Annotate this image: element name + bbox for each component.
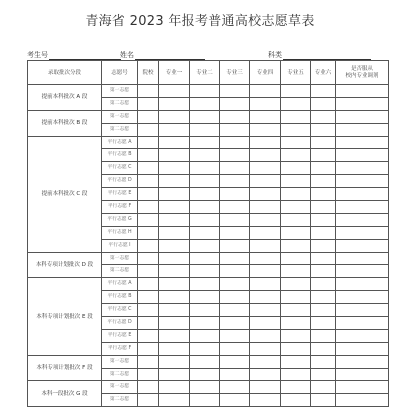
adjust-input-cell[interactable] <box>336 342 389 355</box>
major6-input-cell[interactable] <box>311 149 336 162</box>
major6-input-cell[interactable] <box>311 226 336 239</box>
header-major2: 专业二 <box>190 61 220 85</box>
choice-label-cell: 平行志愿 B <box>102 291 138 304</box>
adjust-input-cell[interactable] <box>336 85 389 98</box>
choice-label-cell: 平行志愿 C <box>102 304 138 317</box>
major1-input-cell[interactable] <box>159 201 190 214</box>
school-input-cell[interactable] <box>138 201 159 214</box>
major1-input-cell[interactable] <box>159 329 190 342</box>
batch-name-cell: 本科专项计划批次 D 段 <box>28 252 102 278</box>
major3-input-cell[interactable] <box>220 304 250 317</box>
major1-input-cell[interactable] <box>159 394 190 407</box>
major4-input-cell[interactable] <box>250 278 281 291</box>
batch-name-cell: 提前本科批次 B 段 <box>28 110 102 136</box>
choice-label-cell: 第二志愿 <box>102 368 138 381</box>
major6-input-cell[interactable] <box>311 278 336 291</box>
header-major1: 专业一 <box>159 61 190 85</box>
major1-input-cell[interactable] <box>159 342 190 355</box>
major6-input-cell[interactable] <box>311 201 336 214</box>
major2-input-cell[interactable] <box>190 162 220 175</box>
adjust-input-cell[interactable] <box>336 304 389 317</box>
major2-input-cell[interactable] <box>190 317 220 330</box>
major3-input-cell[interactable] <box>220 97 250 110</box>
candidate-no-line <box>49 51 121 60</box>
school-input-cell[interactable] <box>138 394 159 407</box>
table-header-row <box>28 61 389 85</box>
major6-input-cell[interactable] <box>311 136 336 149</box>
major3-input-cell[interactable] <box>220 381 250 394</box>
name-field[interactable] <box>120 48 205 60</box>
school-input-cell[interactable] <box>138 136 159 149</box>
major4-input-cell[interactable] <box>250 252 281 265</box>
choice-label-cell: 平行志愿 H <box>102 226 138 239</box>
major6-input-cell[interactable] <box>311 368 336 381</box>
major2-input-cell[interactable] <box>190 355 220 368</box>
major6-input-cell[interactable] <box>311 381 336 394</box>
application-form-table <box>27 60 389 407</box>
adjust-input-cell[interactable] <box>336 317 389 330</box>
adjust-input-cell[interactable] <box>336 175 389 188</box>
batch-name-cell: 提前本科批次 C 段 <box>28 136 102 252</box>
adjust-input-cell[interactable] <box>336 355 389 368</box>
school-input-cell[interactable] <box>138 239 159 252</box>
major3-input-cell[interactable] <box>220 368 250 381</box>
major3-input-cell[interactable] <box>220 355 250 368</box>
header-major5: 专业五 <box>281 61 311 85</box>
major1-input-cell[interactable] <box>159 175 190 188</box>
major1-input-cell[interactable] <box>159 317 190 330</box>
major5-input-cell[interactable] <box>281 136 311 149</box>
school-input-cell[interactable] <box>138 97 159 110</box>
major1-input-cell[interactable] <box>159 136 190 149</box>
major2-input-cell[interactable] <box>190 226 220 239</box>
batch-name-cell: 本科专项计划批次 F 段 <box>28 355 102 381</box>
major2-input-cell[interactable] <box>190 97 220 110</box>
choice-label-cell: 第二志愿 <box>102 265 138 278</box>
school-input-cell[interactable] <box>138 110 159 123</box>
choice-label-cell: 平行志愿 C <box>102 162 138 175</box>
school-input-cell[interactable] <box>138 175 159 188</box>
major3-input-cell[interactable] <box>220 252 250 265</box>
choice-label-cell: 第二志愿 <box>102 394 138 407</box>
page-title: 青海省 2023 年报考普通高校志愿草表 <box>85 14 315 29</box>
major4-input-cell[interactable] <box>250 85 281 98</box>
choice-label-cell: 第一志愿 <box>102 85 138 98</box>
major4-input-cell[interactable] <box>250 239 281 252</box>
major6-input-cell[interactable] <box>311 329 336 342</box>
adjust-input-cell[interactable] <box>336 110 389 123</box>
candidate-no-field[interactable] <box>27 48 121 60</box>
choice-label-cell: 平行志愿 D <box>102 175 138 188</box>
table-row <box>28 355 389 368</box>
adjust-input-cell[interactable] <box>336 162 389 175</box>
batch-name-cell: 本科一段批次 G 段 <box>28 381 102 407</box>
major2-input-cell[interactable] <box>190 291 220 304</box>
choice-label-cell: 第一志愿 <box>102 252 138 265</box>
table-row <box>28 278 389 291</box>
major5-input-cell[interactable] <box>281 226 311 239</box>
major4-input-cell[interactable] <box>250 123 281 136</box>
major1-input-cell[interactable] <box>159 355 190 368</box>
header-school: 院校 <box>138 61 159 85</box>
major5-input-cell[interactable] <box>281 149 311 162</box>
major6-input-cell[interactable] <box>311 213 336 226</box>
major2-input-cell[interactable] <box>190 188 220 201</box>
major1-input-cell[interactable] <box>159 97 190 110</box>
major4-input-cell[interactable] <box>250 175 281 188</box>
major6-input-cell[interactable] <box>311 394 336 407</box>
school-input-cell[interactable] <box>138 278 159 291</box>
major2-input-cell[interactable] <box>190 149 220 162</box>
major3-input-cell[interactable] <box>220 201 250 214</box>
header-major6: 专业六 <box>311 61 336 85</box>
major6-input-cell[interactable] <box>311 123 336 136</box>
school-input-cell[interactable] <box>138 252 159 265</box>
school-input-cell[interactable] <box>138 265 159 278</box>
major5-input-cell[interactable] <box>281 123 311 136</box>
major4-input-cell[interactable] <box>250 329 281 342</box>
choice-label-cell: 平行志愿 B <box>102 149 138 162</box>
major6-input-cell[interactable] <box>311 110 336 123</box>
major2-input-cell[interactable] <box>190 342 220 355</box>
major3-input-cell[interactable] <box>220 278 250 291</box>
major6-input-cell[interactable] <box>311 162 336 175</box>
major1-input-cell[interactable] <box>159 85 190 98</box>
major1-input-cell[interactable] <box>159 110 190 123</box>
name-label: 姓名 <box>120 51 134 59</box>
major1-input-cell[interactable] <box>159 149 190 162</box>
adjust-input-cell[interactable] <box>336 239 389 252</box>
major3-input-cell[interactable] <box>220 342 250 355</box>
adjust-input-cell[interactable] <box>336 123 389 136</box>
major3-input-cell[interactable] <box>220 265 250 278</box>
header-batch: 录取批次分段 <box>28 61 102 85</box>
major3-input-cell[interactable] <box>220 394 250 407</box>
school-input-cell[interactable] <box>138 149 159 162</box>
major1-input-cell[interactable] <box>159 162 190 175</box>
major2-input-cell[interactable] <box>190 368 220 381</box>
major3-input-cell[interactable] <box>220 162 250 175</box>
major5-input-cell[interactable] <box>281 291 311 304</box>
major6-input-cell[interactable] <box>311 85 336 98</box>
major1-input-cell[interactable] <box>159 265 190 278</box>
table-row <box>28 110 389 123</box>
adjust-input-cell[interactable] <box>336 291 389 304</box>
major3-input-cell[interactable] <box>220 213 250 226</box>
major6-input-cell[interactable] <box>311 291 336 304</box>
adjust-input-cell[interactable] <box>336 201 389 214</box>
major1-input-cell[interactable] <box>159 291 190 304</box>
choice-label-cell: 平行志愿 E <box>102 329 138 342</box>
school-input-cell[interactable] <box>138 85 159 98</box>
major6-input-cell[interactable] <box>311 265 336 278</box>
header-choice-no: 志愿号 <box>102 61 138 85</box>
major3-input-cell[interactable] <box>220 175 250 188</box>
major5-input-cell[interactable] <box>281 342 311 355</box>
major4-input-cell[interactable] <box>250 265 281 278</box>
major2-input-cell[interactable] <box>190 278 220 291</box>
major5-input-cell[interactable] <box>281 368 311 381</box>
adjust-input-cell[interactable] <box>336 278 389 291</box>
subject-field[interactable] <box>268 48 371 60</box>
major3-input-cell[interactable] <box>220 329 250 342</box>
major5-input-cell[interactable] <box>281 213 311 226</box>
major4-input-cell[interactable] <box>250 355 281 368</box>
major2-input-cell[interactable] <box>190 110 220 123</box>
major4-input-cell[interactable] <box>250 201 281 214</box>
school-input-cell[interactable] <box>138 162 159 175</box>
major5-input-cell[interactable] <box>281 188 311 201</box>
major2-input-cell[interactable] <box>190 136 220 149</box>
major3-input-cell[interactable] <box>220 85 250 98</box>
choice-label-cell: 第一志愿 <box>102 110 138 123</box>
major1-input-cell[interactable] <box>159 278 190 291</box>
choice-label-cell: 第二志愿 <box>102 123 138 136</box>
adjust-input-cell[interactable] <box>336 394 389 407</box>
major6-input-cell[interactable] <box>311 355 336 368</box>
major4-input-cell[interactable] <box>250 162 281 175</box>
major2-input-cell[interactable] <box>190 381 220 394</box>
major3-input-cell[interactable] <box>220 110 250 123</box>
major3-input-cell[interactable] <box>220 123 250 136</box>
major1-input-cell[interactable] <box>159 213 190 226</box>
major6-input-cell[interactable] <box>311 317 336 330</box>
school-input-cell[interactable] <box>138 342 159 355</box>
major2-input-cell[interactable] <box>190 394 220 407</box>
major4-input-cell[interactable] <box>250 317 281 330</box>
major3-input-cell[interactable] <box>220 291 250 304</box>
major1-input-cell[interactable] <box>159 368 190 381</box>
adjust-input-cell[interactable] <box>336 381 389 394</box>
adjust-input-cell[interactable] <box>336 136 389 149</box>
major6-input-cell[interactable] <box>311 252 336 265</box>
adjust-input-cell[interactable] <box>336 97 389 110</box>
major5-input-cell[interactable] <box>281 265 311 278</box>
major4-input-cell[interactable] <box>250 394 281 407</box>
school-input-cell[interactable] <box>138 291 159 304</box>
school-input-cell[interactable] <box>138 304 159 317</box>
school-input-cell[interactable] <box>138 226 159 239</box>
major1-input-cell[interactable] <box>159 123 190 136</box>
major5-input-cell[interactable] <box>281 394 311 407</box>
major5-input-cell[interactable] <box>281 278 311 291</box>
major5-input-cell[interactable] <box>281 201 311 214</box>
choice-label-cell: 平行志愿 F <box>102 201 138 214</box>
major4-input-cell[interactable] <box>250 149 281 162</box>
table-row <box>28 136 389 149</box>
table-row <box>28 85 389 98</box>
major6-input-cell[interactable] <box>311 239 336 252</box>
batch-name-cell: 提前本科批次 A 段 <box>28 85 102 111</box>
major6-input-cell[interactable] <box>311 97 336 110</box>
major3-input-cell[interactable] <box>220 136 250 149</box>
school-input-cell[interactable] <box>138 355 159 368</box>
major5-input-cell[interactable] <box>281 239 311 252</box>
major6-input-cell[interactable] <box>311 304 336 317</box>
choice-label-cell: 平行志愿 A <box>102 136 138 149</box>
major5-input-cell[interactable] <box>281 85 311 98</box>
major2-input-cell[interactable] <box>190 329 220 342</box>
major5-input-cell[interactable] <box>281 381 311 394</box>
school-input-cell[interactable] <box>138 381 159 394</box>
choice-label-cell: 平行志愿 E <box>102 188 138 201</box>
major2-input-cell[interactable] <box>190 85 220 98</box>
major1-input-cell[interactable] <box>159 304 190 317</box>
major2-input-cell[interactable] <box>190 213 220 226</box>
major5-input-cell[interactable] <box>281 162 311 175</box>
school-input-cell[interactable] <box>138 317 159 330</box>
major5-input-cell[interactable] <box>281 355 311 368</box>
adjust-input-cell[interactable] <box>336 329 389 342</box>
major2-input-cell[interactable] <box>190 201 220 214</box>
major6-input-cell[interactable] <box>311 342 336 355</box>
major6-input-cell[interactable] <box>311 188 336 201</box>
major1-input-cell[interactable] <box>159 239 190 252</box>
major4-input-cell[interactable] <box>250 368 281 381</box>
major2-input-cell[interactable] <box>190 265 220 278</box>
adjust-input-cell[interactable] <box>336 265 389 278</box>
adjust-input-cell[interactable] <box>336 188 389 201</box>
major6-input-cell[interactable] <box>311 175 336 188</box>
school-input-cell[interactable] <box>138 188 159 201</box>
choice-label-cell: 平行志愿 D <box>102 317 138 330</box>
table-row <box>28 381 389 394</box>
major4-input-cell[interactable] <box>250 291 281 304</box>
header-major4: 专业四 <box>250 61 281 85</box>
major4-input-cell[interactable] <box>250 213 281 226</box>
major1-input-cell[interactable] <box>159 226 190 239</box>
school-input-cell[interactable] <box>138 368 159 381</box>
header-adjust <box>336 61 389 85</box>
header-adjust-line1: 是否服从 <box>350 65 373 72</box>
major4-input-cell[interactable] <box>250 304 281 317</box>
major4-input-cell[interactable] <box>250 136 281 149</box>
choice-label-cell: 第一志愿 <box>102 355 138 368</box>
major2-input-cell[interactable] <box>190 304 220 317</box>
major4-input-cell[interactable] <box>250 342 281 355</box>
adjust-input-cell[interactable] <box>336 368 389 381</box>
name-line <box>135 51 205 60</box>
choice-label-cell: 平行志愿 G <box>102 213 138 226</box>
major5-input-cell[interactable] <box>281 97 311 110</box>
major2-input-cell[interactable] <box>190 239 220 252</box>
choice-label-cell: 第二志愿 <box>102 97 138 110</box>
major1-input-cell[interactable] <box>159 188 190 201</box>
major4-input-cell[interactable] <box>250 97 281 110</box>
school-input-cell[interactable] <box>138 123 159 136</box>
subject-line <box>283 51 371 60</box>
major5-input-cell[interactable] <box>281 329 311 342</box>
school-input-cell[interactable] <box>138 329 159 342</box>
major4-input-cell[interactable] <box>250 188 281 201</box>
major4-input-cell[interactable] <box>250 381 281 394</box>
adjust-input-cell[interactable] <box>336 213 389 226</box>
major1-input-cell[interactable] <box>159 252 190 265</box>
major3-input-cell[interactable] <box>220 149 250 162</box>
major3-input-cell[interactable] <box>220 317 250 330</box>
choice-label-cell: 平行志愿 I <box>102 239 138 252</box>
school-input-cell[interactable] <box>138 213 159 226</box>
adjust-input-cell[interactable] <box>336 149 389 162</box>
choice-label-cell: 平行志愿 F <box>102 342 138 355</box>
subject-label: 科类 <box>268 51 282 59</box>
major4-input-cell[interactable] <box>250 226 281 239</box>
major3-input-cell[interactable] <box>220 239 250 252</box>
major4-input-cell[interactable] <box>250 110 281 123</box>
table-row <box>28 252 389 265</box>
major5-input-cell[interactable] <box>281 110 311 123</box>
batch-name-cell: 本科专项计划批次 E 段 <box>28 278 102 355</box>
adjust-input-cell[interactable] <box>336 226 389 239</box>
choice-label-cell: 平行志愿 A <box>102 278 138 291</box>
major2-input-cell[interactable] <box>190 252 220 265</box>
major5-input-cell[interactable] <box>281 252 311 265</box>
candidate-no-label: 考生号 <box>27 51 48 59</box>
header-adjust-line2: 校内专业调剂 <box>345 72 379 79</box>
major2-input-cell[interactable] <box>190 123 220 136</box>
major3-input-cell[interactable] <box>220 226 250 239</box>
choice-label-cell: 第一志愿 <box>102 381 138 394</box>
major2-input-cell[interactable] <box>190 175 220 188</box>
major5-input-cell[interactable] <box>281 175 311 188</box>
adjust-input-cell[interactable] <box>336 252 389 265</box>
major5-input-cell[interactable] <box>281 304 311 317</box>
major1-input-cell[interactable] <box>159 381 190 394</box>
major5-input-cell[interactable] <box>281 317 311 330</box>
major3-input-cell[interactable] <box>220 188 250 201</box>
header-major3: 专业三 <box>220 61 250 85</box>
